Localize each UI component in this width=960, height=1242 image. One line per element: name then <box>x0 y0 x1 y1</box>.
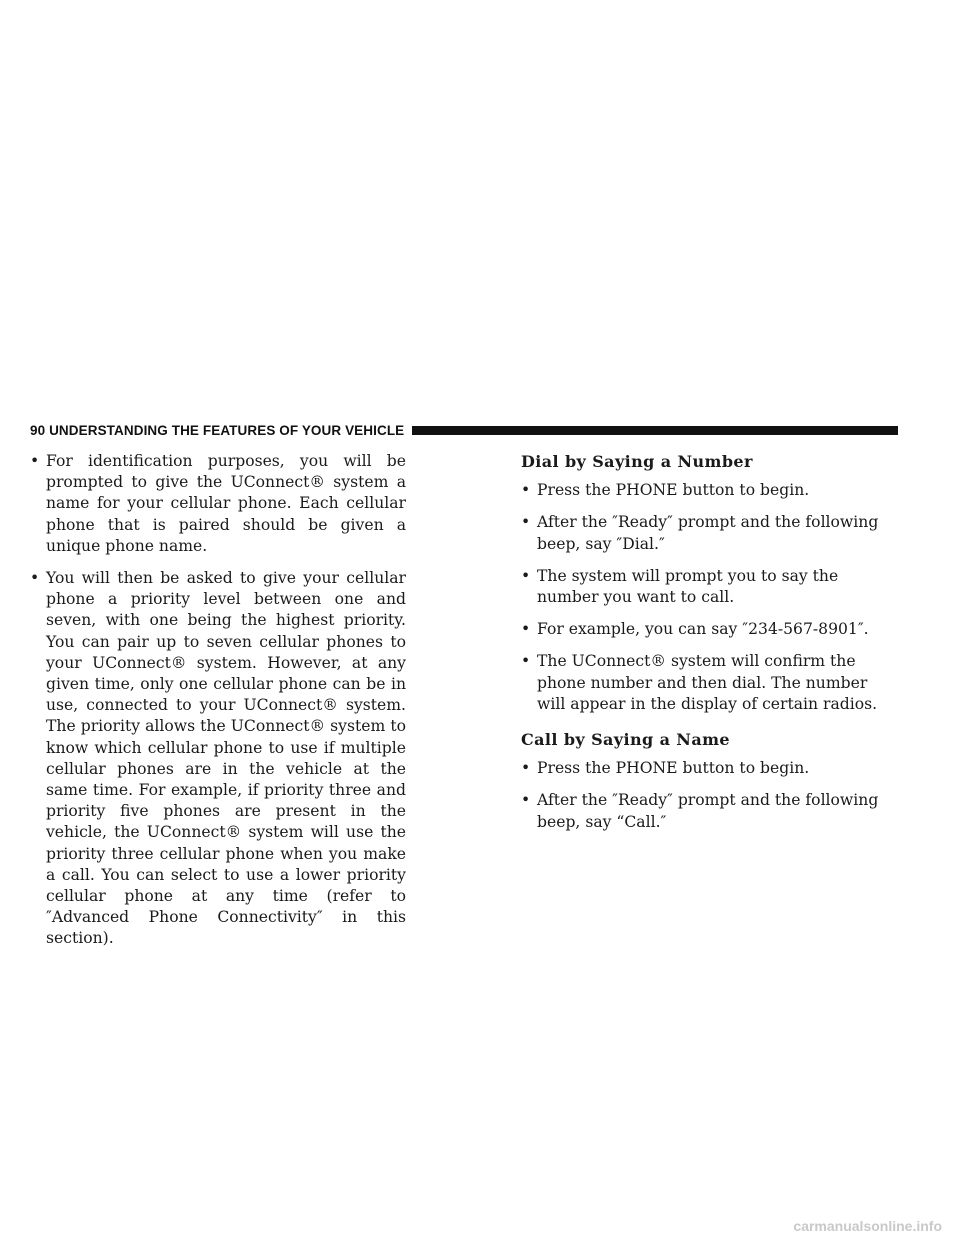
page-header <box>30 422 898 438</box>
list-item: • After the ″Ready″ prompt and the following beep, say ″Dial.″ <box>521 512 897 554</box>
list-item: • Press the PHONE button to begin. <box>521 758 897 779</box>
list-item: • The system will prompt you to say the number you want to call. <box>521 566 897 608</box>
right-column <box>521 451 897 844</box>
left-column <box>30 451 406 961</box>
list-item: • Press the PHONE button to begin. <box>521 480 897 501</box>
section-heading-dial: Dial by Saying a Number <box>521 452 753 471</box>
page-header-text: 90 UNDERSTANDING THE FEATURES OF YOUR VEHICLE <box>30 422 405 438</box>
list-item: • The UConnect® system will confirm the phone number and then dial. The number will appear in the display of certain radios. <box>521 651 897 715</box>
section-heading-call: Call by Saying a Name <box>521 730 731 750</box>
list-item: • For identification purposes, you will be prompted to give the UConnect® system a name for your cellular phone. Each cellular phone that is paired should be given a unique phone name. <box>30 451 406 557</box>
list-item: • You will then be asked to give your cellular phone a priority level between one and seven, with one being the highest priority. You can pair up to seven cellular phones to your UConnect® system. However, at any given time, only one cellular phone can be in use, connected to your UConnect® system. The priority allows the UConnect® system to know which cellular phone to use if multiple cellular phones are in the vehicle at the same time. For example, if priority three and priority five phones are present in the vehicle, the UConnect® system will use the priority three cellular phone when you make a call. You can select to use a lower priority cellular phone at any time (refer to ″Advanced Phone Connectivity″ in this section). <box>30 568 406 950</box>
watermark: carmanualsonline.info <box>793 1218 942 1234</box>
list-item: • After the ″Ready″ prompt and the following beep, say “Call.″ <box>521 790 897 832</box>
list-item: • For example, you can say ″234-567-8901″. <box>521 619 897 640</box>
header-rule <box>412 426 898 435</box>
